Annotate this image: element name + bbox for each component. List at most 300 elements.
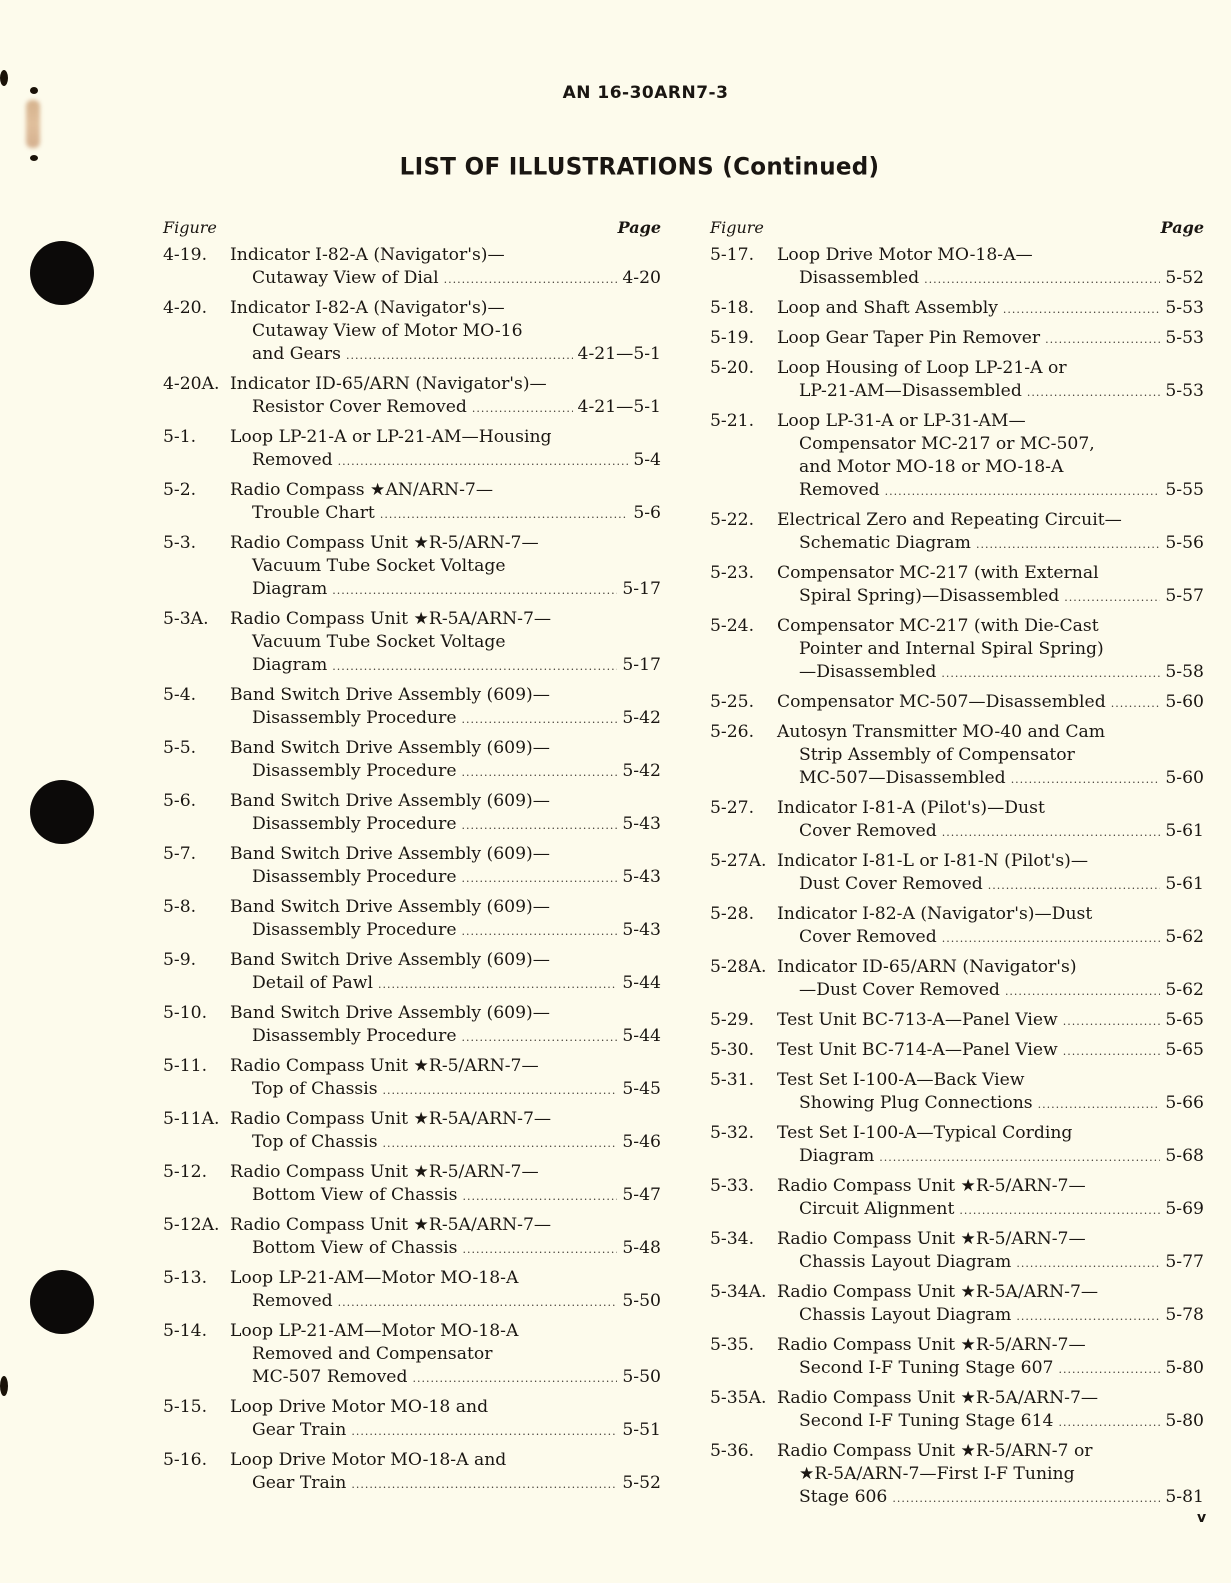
description-line: and Motor MO-18 or MO-18-A <box>799 457 1064 477</box>
page-number: 5-50 <box>622 1291 661 1311</box>
figure-number: 5-10. <box>163 1003 208 1023</box>
list-item <box>710 797 1204 844</box>
dot-leader <box>346 344 573 367</box>
dot-leader <box>885 480 1161 503</box>
page-number: 5-61 <box>1165 874 1204 894</box>
page-number: 5-80 <box>1165 1411 1204 1431</box>
description-line: Band Switch Drive Assembly (609)— <box>230 844 550 864</box>
figure-number: 5-26. <box>710 722 755 742</box>
figure-number: 5-34. <box>710 1229 755 1249</box>
description-line <box>230 343 661 367</box>
dot-leader <box>1005 980 1160 1003</box>
description-text: LP-21-AM—Disassembled <box>799 381 1022 401</box>
description-line: Radio Compass Unit ★R-5/ARN-7 or <box>777 1441 1093 1461</box>
description-line: Compensator MC-217 or MC-507, <box>799 434 1095 454</box>
description-text: Showing Plug Connections <box>799 1093 1033 1113</box>
description-line <box>230 578 661 602</box>
description-line: Loop LP-21-A or LP-21-AM—Housing <box>230 427 552 447</box>
list-item <box>163 1002 661 1049</box>
description-text: Circuit Alignment <box>799 1199 955 1219</box>
stain-mark <box>26 100 40 148</box>
description-line: Vacuum Tube Socket Voltage <box>252 632 506 652</box>
figure-number: 5-3A. <box>163 609 209 629</box>
description-line: Strip Assembly of Compensator <box>799 745 1075 765</box>
dot-leader <box>378 973 617 996</box>
figure-number: 4-20A. <box>163 374 220 394</box>
dot-leader <box>462 920 618 943</box>
dot-leader <box>1111 692 1161 715</box>
list-item <box>163 532 661 602</box>
list-item <box>710 956 1204 1003</box>
description-line <box>777 691 1204 715</box>
page-number: 5-45 <box>622 1079 661 1099</box>
description-line: Radio Compass Unit ★R-5A/ARN-7— <box>230 1215 552 1235</box>
description-line <box>777 1486 1204 1510</box>
page-number: 5-43 <box>622 814 661 834</box>
page-number: 5-62 <box>1165 927 1204 947</box>
list-item <box>710 1334 1204 1381</box>
description-line: Indicator ID-65/ARN (Navigator's)— <box>230 374 547 394</box>
list-item <box>163 1214 661 1261</box>
page-number: 5-60 <box>1165 692 1204 712</box>
description-line: Loop LP-31-A or LP-31-AM— <box>777 411 1026 431</box>
description-line: Vacuum Tube Socket Voltage <box>252 556 506 576</box>
page-number: 5-80 <box>1165 1358 1204 1378</box>
description-text: Detail of Pawl <box>252 973 373 993</box>
figure-description <box>230 608 661 678</box>
figure-description <box>230 896 661 943</box>
figure-number: 5-32. <box>710 1123 755 1143</box>
description-line: Band Switch Drive Assembly (609)— <box>230 950 550 970</box>
dot-leader <box>959 1199 1160 1222</box>
description-line: Indicator I-82-A (Navigator's)—Dust <box>777 904 1093 924</box>
description-line: Radio Compass Unit ★R-5A/ARN-7— <box>777 1388 1099 1408</box>
figure-number: 5-35. <box>710 1335 755 1355</box>
description-line <box>777 767 1204 791</box>
figure-description <box>777 1039 1204 1063</box>
punch-hole-icon <box>30 241 94 305</box>
description-line <box>777 380 1204 404</box>
list-item <box>163 1449 661 1496</box>
figure-description <box>777 615 1204 685</box>
page-number: 5-44 <box>622 973 661 993</box>
description-line <box>230 1078 661 1102</box>
page-number: 5-81 <box>1165 1487 1204 1507</box>
list-item <box>163 1055 661 1102</box>
figure-number: 5-22. <box>710 510 755 530</box>
dot-leader <box>879 1146 1160 1169</box>
list-item <box>163 479 661 526</box>
page-number: 5-4 <box>633 450 661 470</box>
description-line: Loop Drive Motor MO-18-A and <box>230 1450 507 1470</box>
description-text: —Disassembled <box>799 662 937 682</box>
page-number: 5-53 <box>1165 381 1204 401</box>
page-marker: v <box>1197 1510 1207 1526</box>
description-line <box>230 1025 661 1049</box>
description-line: Radio Compass Unit ★R-5/ARN-7— <box>777 1229 1086 1249</box>
figure-number: 5-23. <box>710 563 755 583</box>
description-line <box>230 919 661 943</box>
figure-number: 5-13. <box>163 1268 208 1288</box>
figure-description <box>230 843 661 890</box>
figure-header: Figure <box>163 218 217 237</box>
description-line <box>777 1251 1204 1275</box>
description-line: Radio Compass Unit ★R-5/ARN-7— <box>230 533 539 553</box>
illustration-list <box>163 244 661 1496</box>
description-line: Electrical Zero and Repeating Circuit— <box>777 510 1122 530</box>
dot-leader <box>1016 1305 1160 1328</box>
description-line <box>777 926 1204 950</box>
figure-number: 5-12A. <box>163 1215 220 1235</box>
list-item <box>710 562 1204 609</box>
figure-number: 5-5. <box>163 738 197 758</box>
figure-description <box>777 1069 1204 1116</box>
dot-leader <box>1063 1010 1161 1033</box>
figure-number: 5-29. <box>710 1010 755 1030</box>
description-line: ★R-5A/ARN-7—First I-F Tuning <box>799 1464 1075 1484</box>
dot-leader <box>338 450 629 473</box>
description-line: Compensator MC-217 (with External <box>777 563 1099 583</box>
figure-description <box>777 1281 1204 1328</box>
list-item <box>710 244 1204 291</box>
page-number: 5-43 <box>622 867 661 887</box>
list-item <box>710 1009 1204 1033</box>
description-text: Test Unit BC-713-A—Panel View <box>777 1010 1058 1030</box>
description-text: —Dust Cover Removed <box>799 980 1000 1000</box>
figure-description <box>777 721 1204 791</box>
list-item <box>710 297 1204 321</box>
list-item <box>163 790 661 837</box>
page-number: 5-47 <box>622 1185 661 1205</box>
dot-leader <box>942 821 1161 844</box>
dot-leader <box>472 397 573 420</box>
dot-leader <box>332 655 617 678</box>
figure-number: 5-27A. <box>710 851 767 871</box>
description-line <box>777 1357 1204 1381</box>
figure-number: 5-20. <box>710 358 755 378</box>
description-text: Top of Chassis <box>252 1132 378 1152</box>
description-line: Band Switch Drive Assembly (609)— <box>230 897 550 917</box>
description-line: Band Switch Drive Assembly (609)— <box>230 791 550 811</box>
description-text: Top of Chassis <box>252 1079 378 1099</box>
dot-leader <box>1058 1358 1160 1381</box>
list-item <box>163 949 661 996</box>
description-line <box>777 297 1204 321</box>
figure-description <box>777 509 1204 556</box>
list-item <box>163 1267 661 1314</box>
description-line: Loop Drive Motor MO-18 and <box>230 1397 489 1417</box>
description-text: Stage 606 <box>799 1487 888 1507</box>
description-line: Indicator I-81-L or I-81-N (Pilot's)— <box>777 851 1089 871</box>
description-text: MC-507—Disassembled <box>799 768 1006 788</box>
description-line <box>230 502 661 526</box>
list-item <box>163 608 661 678</box>
page-number: 5-68 <box>1165 1146 1204 1166</box>
page-number: 5-48 <box>622 1238 661 1258</box>
description-line <box>777 979 1204 1003</box>
page-number: 5-52 <box>1165 268 1204 288</box>
list-item <box>163 1108 661 1155</box>
page-title: LIST OF ILLUSTRATIONS (Continued) <box>399 153 880 181</box>
description-line: Band Switch Drive Assembly (609)— <box>230 1003 550 1023</box>
page-number: 5-50 <box>622 1367 661 1387</box>
dot-leader <box>1003 298 1160 321</box>
dot-leader <box>351 1420 617 1443</box>
description-line <box>777 661 1204 685</box>
description-text: Bottom View of Chassis <box>252 1185 458 1205</box>
description-text: Spiral Spring)—Disassembled <box>799 586 1060 606</box>
dot-leader <box>412 1367 617 1390</box>
figure-description <box>777 410 1204 503</box>
figure-description <box>230 373 661 420</box>
figure-description <box>777 691 1204 715</box>
description-line <box>230 449 661 473</box>
description-line <box>777 1410 1204 1434</box>
list-item <box>710 1122 1204 1169</box>
figure-description <box>777 1334 1204 1381</box>
description-line <box>777 1198 1204 1222</box>
figure-description <box>230 244 661 291</box>
description-line <box>777 327 1204 351</box>
description-text: Removed <box>252 450 333 470</box>
figure-description <box>230 790 661 837</box>
page-number: 5-58 <box>1165 662 1204 682</box>
dot-leader <box>462 761 618 784</box>
figure-description <box>777 1009 1204 1033</box>
dot-leader <box>338 1291 618 1314</box>
description-text: Disassembly Procedure <box>252 920 457 940</box>
figure-number: 5-24. <box>710 616 755 636</box>
document-number: AN 16-30ARN7-3 <box>562 83 729 103</box>
page-number: 5-65 <box>1165 1010 1204 1030</box>
description-line <box>230 1290 661 1314</box>
dot-leader <box>462 814 618 837</box>
page-number: 5-46 <box>622 1132 661 1152</box>
figure-description <box>230 297 661 367</box>
figure-number: 5-28. <box>710 904 755 924</box>
description-line <box>230 1237 661 1261</box>
figure-number: 5-1. <box>163 427 197 447</box>
dot-leader <box>1064 586 1160 609</box>
description-line: Indicator I-82-A (Navigator's)— <box>230 245 505 265</box>
description-line: Radio Compass Unit ★R-5/ARN-7— <box>230 1162 539 1182</box>
description-text: Diagram <box>799 1146 875 1166</box>
description-line: Radio Compass Unit ★R-5A/ARN-7— <box>777 1282 1099 1302</box>
figure-description <box>777 244 1204 291</box>
figure-number: 5-7. <box>163 844 197 864</box>
description-text: Disassembly Procedure <box>252 867 457 887</box>
figure-description <box>777 1175 1204 1222</box>
description-line <box>230 972 661 996</box>
dot-leader <box>1058 1411 1160 1434</box>
page-number: 5-56 <box>1165 533 1204 553</box>
description-text: Second I-F Tuning Stage 614 <box>799 1411 1054 1431</box>
punch-hole-icon <box>30 780 94 844</box>
punch-hole-icon <box>30 1270 94 1334</box>
description-line: Loop Drive Motor MO-18-A— <box>777 245 1033 265</box>
dot-leader <box>892 1487 1160 1510</box>
page-number: 5-43 <box>622 920 661 940</box>
list-item <box>163 684 661 731</box>
dot-leader <box>1063 1040 1161 1063</box>
description-line <box>230 760 661 784</box>
figure-description <box>777 1228 1204 1275</box>
figure-number: 5-3. <box>163 533 197 553</box>
list-item <box>710 1228 1204 1275</box>
description-line <box>230 1419 661 1443</box>
figure-description <box>230 532 661 602</box>
description-text: Diagram <box>252 655 328 675</box>
description-text: Removed <box>252 1291 333 1311</box>
column-header <box>163 218 661 244</box>
figure-description <box>230 1396 661 1443</box>
list-item <box>710 850 1204 897</box>
figure-number: 5-6. <box>163 791 197 811</box>
figure-description <box>777 956 1204 1003</box>
description-line: Loop Housing of Loop LP-21-A or <box>777 358 1067 378</box>
description-line <box>777 267 1204 291</box>
list-item <box>710 509 1204 556</box>
list-item <box>710 615 1204 685</box>
page-number: 5-17 <box>622 655 661 675</box>
description-text: Second I-F Tuning Stage 607 <box>799 1358 1054 1378</box>
description-line <box>230 1184 661 1208</box>
description-line <box>777 1145 1204 1169</box>
figure-description <box>230 1214 661 1261</box>
figure-number: 5-14. <box>163 1321 208 1341</box>
dot-leader <box>462 1185 617 1208</box>
page-number: 5-52 <box>622 1473 661 1493</box>
figure-description <box>230 1267 661 1314</box>
description-text: Loop and Shaft Assembly <box>777 298 998 318</box>
figure-description <box>777 1122 1204 1169</box>
figure-description <box>777 357 1204 404</box>
figure-number: 5-18. <box>710 298 755 318</box>
description-line <box>777 1039 1204 1063</box>
description-line <box>777 479 1204 503</box>
list-item <box>163 373 661 420</box>
page-number: 5-77 <box>1165 1252 1204 1272</box>
page-number: 5-69 <box>1165 1199 1204 1219</box>
list-item <box>163 297 661 367</box>
figure-description <box>230 1320 661 1390</box>
description-line <box>777 1304 1204 1328</box>
description-line <box>777 532 1204 556</box>
description-text: Disassembly Procedure <box>252 1026 457 1046</box>
description-text: Chassis Layout Diagram <box>799 1252 1012 1272</box>
dot-leader <box>1011 768 1161 791</box>
list-item <box>163 843 661 890</box>
figure-description <box>230 479 661 526</box>
figure-description <box>230 1002 661 1049</box>
description-line: Radio Compass Unit ★R-5/ARN-7— <box>230 1056 539 1076</box>
dot-leader <box>976 533 1160 556</box>
right-column <box>710 218 1204 1516</box>
figure-number: 5-27. <box>710 798 755 818</box>
list-item <box>710 721 1204 791</box>
description-text: Bottom View of Chassis <box>252 1238 458 1258</box>
description-line <box>777 1092 1204 1116</box>
description-text: and Gears <box>252 344 341 364</box>
description-line <box>230 396 661 420</box>
description-line <box>230 654 661 678</box>
list-item <box>163 1396 661 1443</box>
figure-description <box>230 1449 661 1496</box>
figure-description <box>777 850 1204 897</box>
figure-number: 5-11. <box>163 1056 208 1076</box>
figure-number: 5-25. <box>710 692 755 712</box>
page-number: 5-53 <box>1165 298 1204 318</box>
description-text: Cutaway View of Dial <box>252 268 439 288</box>
dot-leader <box>941 662 1160 685</box>
list-item <box>710 1281 1204 1328</box>
description-text: Test Unit BC-714-A—Panel View <box>777 1040 1058 1060</box>
list-item <box>163 896 661 943</box>
figure-description <box>230 1108 661 1155</box>
figure-number: 5-12. <box>163 1162 208 1182</box>
page-number: 5-65 <box>1165 1040 1204 1060</box>
list-item <box>163 1161 661 1208</box>
figure-description <box>777 297 1204 321</box>
description-text: Disassembled <box>799 268 920 288</box>
description-line <box>230 1366 661 1390</box>
description-line: Band Switch Drive Assembly (609)— <box>230 685 550 705</box>
figure-number: 5-30. <box>710 1040 755 1060</box>
description-text: Cover Removed <box>799 927 937 947</box>
dot-leader <box>444 268 618 291</box>
figure-description <box>777 797 1204 844</box>
description-line <box>230 1131 661 1155</box>
dot-leader <box>1016 1252 1160 1275</box>
list-item <box>710 903 1204 950</box>
binding-mark <box>0 1376 8 1396</box>
illustration-list <box>710 244 1204 1510</box>
page-number: 5-66 <box>1165 1093 1204 1113</box>
figure-number: 5-19. <box>710 328 755 348</box>
description-text: Gear Train <box>252 1420 347 1440</box>
description-line: Radio Compass ★AN/ARN-7— <box>230 480 494 500</box>
figure-number: 5-31. <box>710 1070 755 1090</box>
description-text: Trouble Chart <box>252 503 375 523</box>
figure-header: Figure <box>710 218 764 237</box>
figure-description <box>230 684 661 731</box>
page-number: 5-62 <box>1165 980 1204 1000</box>
dot-leader <box>1027 381 1161 404</box>
description-line <box>230 866 661 890</box>
figure-number: 4-19. <box>163 245 208 265</box>
figure-description <box>777 562 1204 609</box>
description-line: Loop LP-21-AM—Motor MO-18-A <box>230 1268 519 1288</box>
description-line <box>777 585 1204 609</box>
list-item <box>163 426 661 473</box>
figure-number: 5-8. <box>163 897 197 917</box>
dot-leader <box>924 268 1160 291</box>
page-number: 5-55 <box>1165 480 1204 500</box>
description-line: Loop LP-21-AM—Motor MO-18-A <box>230 1321 519 1341</box>
page-header: Page <box>617 218 661 237</box>
description-line <box>230 707 661 731</box>
description-line: Cutaway View of Motor MO-16 <box>252 321 523 341</box>
list-item <box>710 691 1204 715</box>
description-line <box>777 1009 1204 1033</box>
description-line <box>230 813 661 837</box>
figure-description <box>230 1161 661 1208</box>
figure-description <box>230 949 661 996</box>
description-line: Indicator ID-65/ARN (Navigator's) <box>777 957 1077 977</box>
description-line: Compensator MC-217 (with Die-Cast <box>777 616 1099 636</box>
description-line: Test Set I-100-A—Typical Cording <box>777 1123 1073 1143</box>
page-number: 5-6 <box>633 503 661 523</box>
